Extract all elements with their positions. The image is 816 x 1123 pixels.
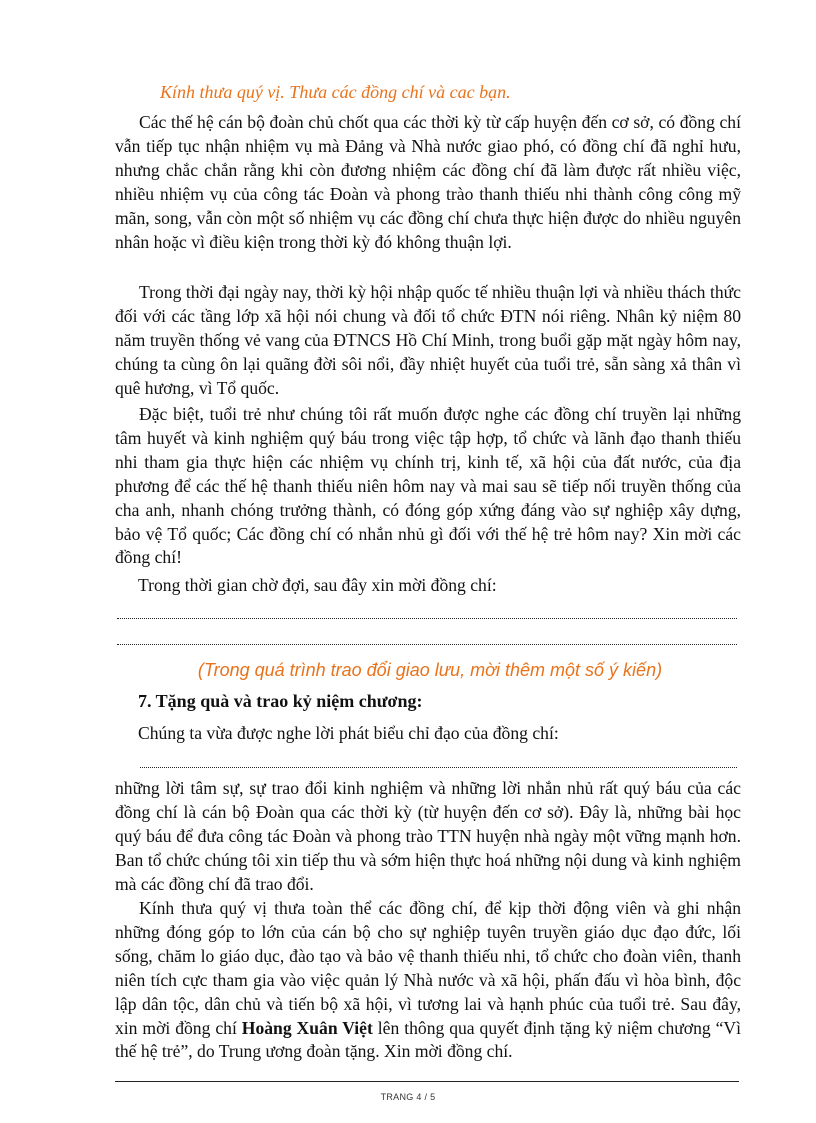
page-number: TRANG 4 / 5	[380, 1092, 436, 1102]
greeting-line: Kính thưa quý vị. Thưa các đồng chí và cac bạn.	[160, 82, 511, 102]
dotted-fill-line	[140, 763, 737, 768]
paragraph-3: Đặc biệt, tuổi trẻ như chúng tôi rất muốn được nghe các đồng chí truyền lại những tâm huyết và kinh nghiệm quý báu trong việc tập hợp, tổ chức và lãnh đạo thanh thiếu nhi tham gia thực hiện các nhiệm vụ chính trị, kinh tế, xã hội của đất nước, của địa phương để các thế hệ thanh thiếu niên hôm nay và mai sau sẽ tiếp nối truyền thống của cha anh, nhanh chóng trưởng thành, có đóng góp xứng đáng vào sự nghiệp xây dựng, bảo vệ Tổ quốc; Các đồng chí có nhắn nhủ gì đối với thế hệ trẻ hôm nay? Xin mời các đồng chí!	[115, 404, 741, 568]
paragraph-1: Các thế hệ cán bộ đoàn chủ chốt qua các thời kỳ từ cấp huyện đến cơ sở, có đồng chí vẫn tiếp tục nhận nhiệm vụ mà Đảng và Nhà nước giao phó, có đồng chí đã nghỉ hưu, nhưng chắc chắn rằng khi còn đương nhiệm các đồng chí đã làm được rất nhiều việc, nhiều nhiệm vụ của công tác Đoàn và phong trào thanh thiếu nhi thành công công mỹ mãn, song, vẫn còn một số nhiệm vụ các đồng chí chưa thực hiện được do nhiều nguyên nhân hoặc vì điều kiện trong thời kỳ đó không thuận lợi.	[115, 112, 741, 252]
paragraph-5: Chúng ta vừa được nghe lời phát biểu chỉ đạo của đồng chí:	[138, 723, 559, 743]
dotted-fill-line	[117, 614, 737, 619]
paragraph-7	[115, 897, 741, 1064]
paragraph-6: những lời tâm sự, sự trao đổi kinh nghiệm và những lời nhắn nhủ rất quý báu của các đồng chí là cán bộ Đoàn qua các thời kỳ (từ huyện đến cơ sở). Đây là, những bài học quý báu để đưa công tác Đoàn và phong trào TTN huyện nhà ngày một vững mạnh hơn. Ban tổ chức chúng tôi xin tiếp thu và sớm hiện thực hoá những nội dung và kinh nghiệm mà các đồng chí đã trao đổi.	[115, 778, 741, 894]
paragraph-7-text-after: lên thông qua quyết định tặng kỷ niệm chương “Vì thế hệ trẻ”, do Trung ương đoàn tặng. Xin mời đồng chí.	[115, 1017, 741, 1062]
paragraph-4: Trong thời gian chờ đợi, sau đây xin mời đồng chí:	[138, 575, 497, 595]
section-heading: 7. Tặng quà và trao kỷ niệm chương:	[138, 691, 423, 711]
dotted-fill-line	[117, 640, 737, 645]
paragraph-2: Trong thời đại ngày nay, thời kỳ hội nhập quốc tế nhiều thuận lợi và nhiều thách thức đối với các tầng lớp xã hội nói chung và đối tổ chức ĐTN nói riêng. Nhân kỷ niệm 80 năm truyền thống vẻ vang của ĐTNCS Hồ Chí Minh, trong buổi gặp mặt ngày hôm nay, chúng ta cùng ôn lại quãng đời sôi nổi, đầy nhiệt huyết của tuổi trẻ, sẵn sàng xả thân vì quê hương, vì Tổ quốc.	[115, 282, 741, 398]
person-name: Hoàng Xuân Việt	[241, 1017, 373, 1038]
paragraph-7-text-before: Kính thưa quý vị thưa toàn thể các đồng chí, để kịp thời động viên và ghi nhận những đóng góp to lớn của cán bộ cho sự nghiệp tuyên truyền giáo dục đạo đức, lối sống, chăm lo giáo dục, đào tạo và bảo vệ thanh thiếu nhi, tổ chức cho đoàn viên, thanh niên tích cực tham gia vào việc quản lý Nhà nước và xã hội, phấn đấu vì hòa bình, độc lập dân tộc, dân chủ và tiến bộ xã hội, vì tương lai và hạnh phúc của tuổi trẻ. Sau đây, xin mời đồng chí	[115, 898, 741, 1038]
footer-rule	[115, 1081, 739, 1082]
italic-note: (Trong quá trình trao đổi giao lưu, mời thêm một số ý kiến)	[197, 660, 663, 680]
